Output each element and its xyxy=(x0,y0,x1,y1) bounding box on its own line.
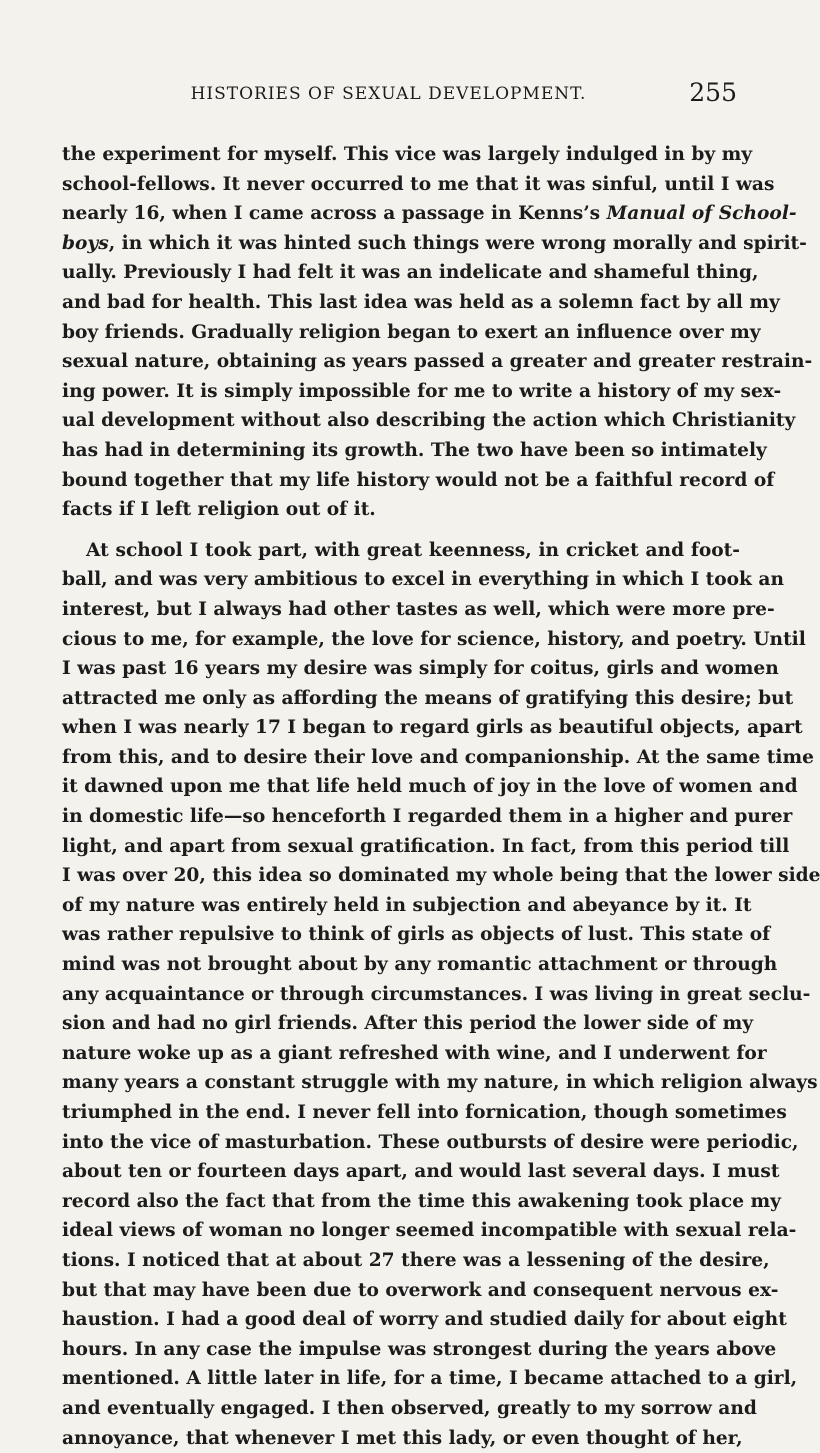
text-line: any acquaintance or through circumstances. I was living in great seclu- xyxy=(62,983,811,1005)
text-line: ing power. It is simply impossible for me to write a history of my sex- xyxy=(62,380,782,402)
text-line: facts if I left religion out of it. xyxy=(62,499,376,521)
text-line: nature woke up as a giant refreshed with wine, and I underwent for xyxy=(62,1042,767,1064)
book-title-italic: Manual of School- xyxy=(606,203,797,225)
page-number: 255 xyxy=(689,78,737,107)
text-line: ually. Previously I had felt it was an indelicate and shameful thing, xyxy=(62,262,759,284)
text-line: in domestic life—so henceforth I regarded them in a higher and purer xyxy=(62,806,793,828)
running-head: HISTORIES OF SEXUAL DEVELOPMENT. xyxy=(190,84,587,104)
text-line: school-fellows. It never occurred to me that it was sinful, until I was xyxy=(62,173,775,195)
text-line: boys, in which it was hinted such things were wrong morally and spirit- xyxy=(62,232,807,254)
text-line: from this, and to desire their love and companionship. At the same time xyxy=(62,746,814,768)
text-line: sexual nature, obtaining as years passed a greater and greater restrain- xyxy=(62,351,813,373)
text-line: boy friends. Gradually religion began to exert an influence over my xyxy=(62,321,761,343)
paragraph-gap xyxy=(62,525,740,536)
text-line: bound together that my life history would not be a faithful record of xyxy=(62,469,775,491)
text-line: into the vice of masturbation. These outbursts of desire were periodic, xyxy=(62,1131,799,1153)
text-line: of my nature was entirely held in subjection and abeyance by it. It xyxy=(62,894,752,916)
text-line: but that may have been due to overwork and consequent nervous ex- xyxy=(62,1279,779,1301)
text-line: record also the fact that from the time this awakening took place my xyxy=(62,1190,781,1212)
text-line: light, and apart from sexual gratification. In fact, from this period till xyxy=(62,835,790,857)
text-line: triumphed in the end. I never fell into fornication, though sometimes xyxy=(62,1102,787,1123)
text-line: tions. I noticed that at about 27 there was a lessening of the desire, xyxy=(62,1249,770,1271)
text-line: about ten or fourteen days apart, and would last several days. I must xyxy=(62,1161,780,1183)
text-line: sion and had no girl friends. After this period the lower side of my xyxy=(62,1013,754,1035)
text-line: interest, but I always had other tastes as well, which were more pre- xyxy=(62,598,775,620)
text-line: and eventually engaged. I then observed, greatly to my sorrow and xyxy=(62,1397,757,1419)
text-line: ual development without also describing the action which Christianity xyxy=(62,410,796,432)
text-line: I was past 16 years my desire was simply for coitus, girls and women xyxy=(62,658,779,680)
paragraph-1 xyxy=(62,140,813,525)
text-line: attracted me only as affording the means of gratifying this desire; but xyxy=(62,687,794,709)
text-line: ball, and was very ambitious to excel in everything in which I took an xyxy=(62,569,784,591)
text-line: it dawned upon me that life held much of joy in the love of women and xyxy=(62,776,798,798)
body-text xyxy=(62,140,820,1453)
text-line: mind was not brought about by any romantic attachment or through xyxy=(62,954,778,976)
text-line: hours. In any case the impulse was strongest during the years above xyxy=(62,1338,777,1360)
text-line: was rather repulsive to think of girls as objects of lust. This state of xyxy=(62,924,771,946)
text-line: the experiment for myself. This vice was largely indulged in by my xyxy=(62,144,753,165)
text-line: I was over 20, this idea so dominated my whole being that the lower side xyxy=(62,865,820,887)
text-line: nearly 16, when I came across a passage in Kenns’s Manual of School- xyxy=(62,203,797,225)
text-line: ideal views of woman no longer seemed incompatible with sexual rela- xyxy=(62,1220,797,1242)
book-title-italic: boys xyxy=(62,232,109,254)
paragraph-2 xyxy=(62,536,820,1453)
page-header xyxy=(40,78,737,108)
text-line: annoyance, that whenever I met this lady, or even thought of her, xyxy=(62,1427,743,1449)
text-line: At school I took part, with great keenness, in cricket and foot- xyxy=(86,539,740,561)
text-line: has had in determining its growth. The two have been so intimately xyxy=(62,439,767,461)
text-line: when I was nearly 17 I began to regard girls as beautiful objects, apart xyxy=(62,717,803,739)
text-line: many years a constant struggle with my nature, in which religion always xyxy=(62,1072,818,1094)
text-line: mentioned. A little later in life, for a time, I became attached to a girl, xyxy=(62,1368,798,1390)
text-line: cious to me, for example, the love for science, history, and poetry. Until xyxy=(62,628,806,650)
text-line: and bad for health. This last idea was held as a solemn fact by all my xyxy=(62,291,780,313)
text-line: haustion. I had a good deal of worry and studied daily for about eight xyxy=(62,1309,787,1331)
